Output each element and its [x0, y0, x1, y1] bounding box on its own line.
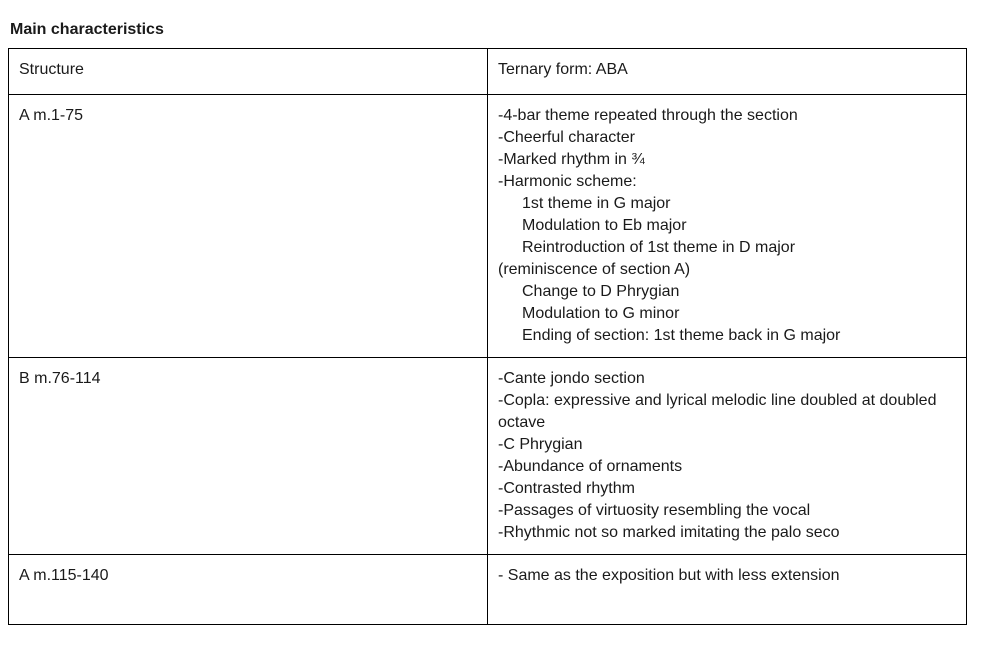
- structure-cell: [9, 49, 488, 95]
- details-cell: [488, 358, 967, 555]
- detail-line: -4-bar theme repeated through the section: [498, 107, 798, 124]
- detail-line: -Contrasted rhythm: [498, 480, 635, 497]
- characteristics-table-body: [9, 49, 967, 625]
- structure-label: A m.115-140: [19, 567, 109, 584]
- characteristics-table: [8, 48, 967, 625]
- detail-line: -Abundance of ornaments: [498, 458, 683, 475]
- structure-label: A m.1-75: [19, 107, 84, 124]
- details-cell: [488, 555, 967, 625]
- detail-line: (reminiscence of section A): [498, 261, 691, 278]
- detail-line: Ternary form: ABA: [498, 61, 628, 78]
- detail-line: Reintroduction of 1st theme in D major: [522, 239, 796, 256]
- detail-line: -Marked rhythm in ¾: [498, 151, 645, 168]
- detail-line: Ending of section: 1st theme back in G major: [522, 327, 841, 344]
- details-cell: [488, 49, 967, 95]
- detail-line: -Copla: expressive and lyrical melodic line doubled at doubled octave: [498, 392, 937, 431]
- structure-cell: [9, 358, 488, 555]
- detail-line: -Passages of virtuosity resembling the vocal: [498, 502, 811, 519]
- detail-line: -Cheerful character: [498, 129, 635, 146]
- structure-cell: [9, 95, 488, 358]
- table-row: [9, 358, 967, 555]
- table-row: [9, 95, 967, 358]
- table-row: [9, 49, 967, 95]
- detail-line: -Harmonic scheme:: [498, 173, 637, 190]
- detail-line: -Rhythmic not so marked imitating the palo seco: [498, 524, 840, 541]
- detail-line: Modulation to G minor: [522, 305, 680, 322]
- structure-cell: [9, 555, 488, 625]
- detail-line: -Cante jondo section: [498, 370, 645, 387]
- detail-line: Modulation to Eb major: [522, 217, 687, 234]
- detail-line: 1st theme in G major: [522, 195, 671, 212]
- structure-label: B m.76-114: [19, 370, 101, 387]
- structure-label: Structure: [19, 61, 84, 78]
- page-title: Main characteristics: [10, 21, 164, 38]
- table-row: [9, 555, 967, 625]
- detail-line: -C Phrygian: [498, 436, 583, 453]
- detail-line: - Same as the exposition but with less extension: [498, 567, 840, 584]
- detail-line: Change to D Phrygian: [522, 283, 680, 300]
- details-cell: [488, 95, 967, 358]
